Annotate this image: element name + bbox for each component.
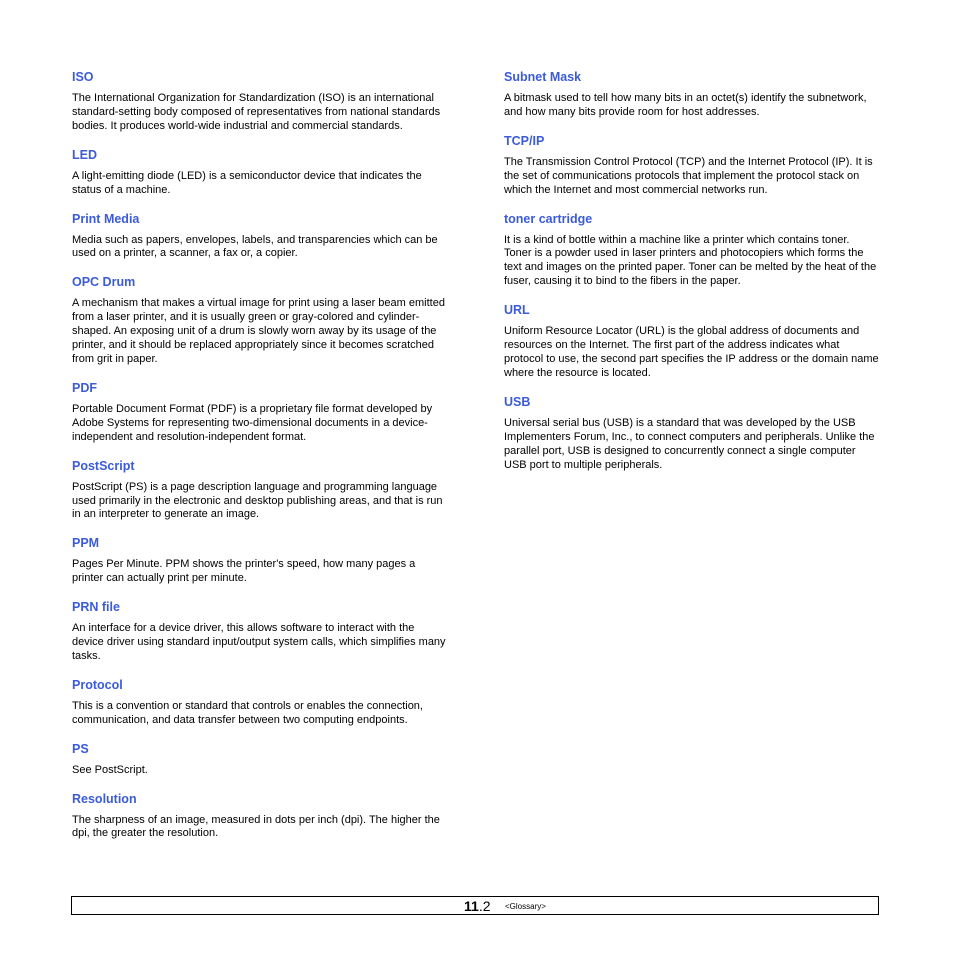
glossary-definition: Media such as papers, envelopes, labels, and transparencies which can be used on a printer, a scanner, a fax or, a copier.	[72, 233, 438, 260]
glossary-definition: Uniform Resource Locator (URL) is the global address of documents and resources on the Internet. The first part of the address indicates what protocol to use, the second part specifies the IP address or the domain name where the resource is located.	[504, 325, 879, 379]
glossary-entry	[504, 394, 879, 473]
glossary-term: USB	[504, 394, 531, 409]
glossary-entry	[72, 147, 447, 198]
glossary-entry	[72, 211, 447, 262]
glossary-entry	[72, 69, 447, 134]
glossary-definition: It is a kind of bottle within a machine like a printer which contains toner. Toner is a powder used in laser printers and photocopiers which forms the text and images on the printed paper. Toner can be melted by the heat of the fuser, causing it to bind to the fibers in the paper.	[504, 233, 877, 288]
glossary-definition: PostScript (PS) is a page description language and programming language used primarily in the electronic and desktop publishing areas, and that is run in an interpreter to generate an image.	[72, 480, 443, 521]
glossary-entry	[504, 69, 879, 120]
glossary-definition: Pages Per Minute. PPM shows the printer's speed, how many pages a printer can actually print per minute.	[72, 558, 416, 585]
glossary-term: Resolution	[72, 791, 137, 806]
glossary-entry	[72, 741, 447, 778]
glossary-definition: A mechanism that makes a virtual image for print using a laser beam emitted from a laser printer, and it is usually green or gray-colored and cylinder-shaped. An exposing unit of a drum is slowly worn away by its usage of the printer, and it should be replaced appropriately since it becomes scratched from grit in paper.	[72, 297, 445, 365]
glossary-term: TCP/IP	[504, 133, 545, 148]
glossary-entry	[72, 791, 447, 842]
page-footer	[71, 896, 879, 915]
glossary-entry	[504, 133, 879, 198]
glossary-entry	[72, 599, 447, 664]
glossary-term: Subnet Mask	[504, 70, 582, 84]
chapter-number: 11	[464, 898, 479, 914]
glossary-definition: The International Organization for Standardization (ISO) is an international standard-setting body composed of representatives from national standards bodies. It produces world-wide industrial and commercial standards.	[72, 92, 441, 132]
glossary-entry	[504, 302, 879, 381]
glossary-definition: Universal serial bus (USB) is a standard that was developed by the USB Implementers Forum, Inc., to connect computers and peripherals. Unlike the parallel port, USB is designed to concurrently connect a single computer USB port to multiple peripherals.	[504, 416, 875, 471]
glossary-left-column	[72, 69, 447, 854]
glossary-term: URL	[504, 303, 530, 318]
glossary-definition: This is a convention or standard that controls or enables the connection, communication, and data transfer between two computing endpoints.	[72, 699, 423, 726]
glossary-term: Protocol	[72, 677, 123, 692]
glossary-entry	[504, 211, 879, 290]
glossary-entry	[72, 535, 447, 586]
page-number	[464, 898, 491, 914]
glossary-term: LED	[72, 147, 97, 162]
glossary-entry	[72, 677, 447, 728]
glossary-term: Print Media	[72, 211, 140, 226]
glossary-entry	[72, 380, 447, 445]
glossary-definition: See PostScript.	[72, 763, 148, 776]
glossary-term: PRN file	[72, 600, 120, 615]
glossary-term: PS	[72, 741, 89, 756]
glossary-definition: Portable Document Format (PDF) is a proprietary file format developed by Adobe Systems for representing two-dimensional documents in a device-independent and resolution-independent format.	[72, 402, 433, 443]
section-label: <Glossary>	[505, 902, 546, 911]
glossary-term: ISO	[72, 70, 94, 84]
glossary-definition: A light-emitting diode (LED) is a semiconductor device that indicates the status of a machine.	[72, 169, 422, 196]
glossary-definition: The Transmission Control Protocol (TCP) and the Internet Protocol (IP). It is the set of communications protocols that implement the protocol stack on which the Internet and most commercial networks run.	[504, 155, 873, 196]
glossary-definition: An interface for a device driver, this allows software to interact with the device driver using standard input/output system calls, which simplifies many tasks.	[72, 622, 446, 662]
glossary-right-column	[504, 69, 879, 485]
glossary-definition: A bitmask used to tell how many bits in an octet(s) identify the subnetwork, and how many bits provide room for host addresses.	[504, 92, 867, 118]
glossary-term: OPC Drum	[72, 275, 136, 290]
glossary-entry	[72, 458, 447, 523]
glossary-term: PostScript	[72, 458, 135, 473]
glossary-term: toner cartridge	[504, 211, 593, 226]
glossary-term: PPM	[72, 536, 100, 551]
page-suffix: .2	[478, 898, 491, 914]
glossary-entry	[72, 274, 447, 367]
glossary-term: PDF	[72, 380, 97, 395]
glossary-definition: The sharpness of an image, measured in dots per inch (dpi). The higher the dpi, the greater the resolution.	[72, 813, 440, 840]
